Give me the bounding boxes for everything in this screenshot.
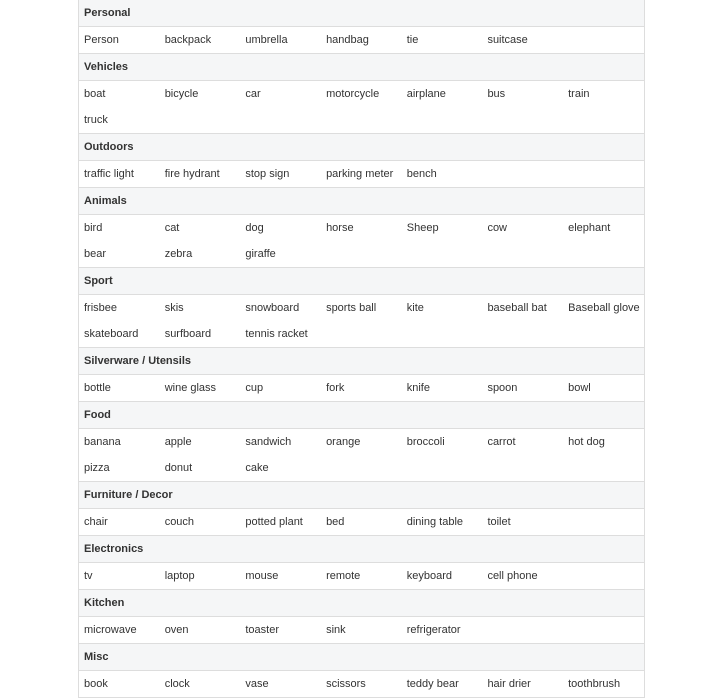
category-items (79, 294, 644, 347)
category-header: Animals (79, 187, 644, 214)
category-item: tie (406, 34, 419, 46)
category-item: elephant (568, 222, 611, 234)
category-item: suitcase (487, 34, 528, 46)
category-item: pizza (84, 462, 110, 474)
category-item: stop sign (245, 168, 290, 180)
category-item: frisbee (84, 302, 118, 314)
category-item: cell phone (487, 570, 538, 582)
category-items (79, 670, 644, 698)
category-item: toaster (245, 624, 280, 636)
category-item: motorcycle (326, 88, 380, 100)
category-item: banana (84, 436, 121, 448)
category-item: sports ball (326, 302, 377, 314)
category-item: toothbrush (568, 678, 621, 690)
category-item: bottle (84, 382, 111, 394)
category-item: bicycle (164, 88, 199, 100)
category-header: Vehicles (79, 53, 644, 80)
category-header: Sport (79, 267, 644, 294)
category-item: Person (84, 34, 119, 46)
category-header: Furniture / Decor (79, 481, 644, 508)
category-item: carrot (487, 436, 516, 448)
category-item: bird (84, 222, 103, 234)
category-item: couch (164, 516, 195, 528)
category-item: remote (326, 570, 361, 582)
category-item: hot dog (568, 436, 605, 448)
category-item: book (84, 678, 108, 690)
category-items (79, 80, 644, 133)
category-item: kite (406, 302, 424, 314)
category-item: orange (326, 436, 361, 448)
category-item: parking meter (326, 168, 394, 180)
category-item: bowl (568, 382, 591, 394)
category-item: spoon (487, 382, 518, 394)
category-item: refrigerator (406, 624, 461, 636)
category-item: horse (326, 222, 354, 234)
category-item: clock (164, 678, 190, 690)
category-item: sink (326, 624, 346, 636)
category-item: tennis racket (245, 328, 308, 340)
category-item: surfboard (164, 328, 212, 340)
category-item: chair (84, 516, 108, 528)
category-items (79, 160, 644, 187)
category-item: mouse (245, 570, 279, 582)
category-item: Sheep (406, 222, 439, 234)
category-item: snowboard (245, 302, 300, 314)
category-item: train (568, 88, 590, 100)
category-item: dog (245, 222, 264, 234)
category-item: sandwich (245, 436, 292, 448)
category-header: Silverware / Utensils (79, 347, 644, 374)
category-items (79, 214, 644, 267)
category-items (79, 508, 644, 535)
category-item: bench (406, 168, 437, 180)
category-item: knife (406, 382, 430, 394)
category-header: Kitchen (79, 589, 644, 616)
category-item: cat (164, 222, 180, 234)
category-item: oven (164, 624, 189, 636)
category-item: cup (245, 382, 264, 394)
category-header: Electronics (79, 535, 644, 562)
category-item: apple (164, 436, 192, 448)
category-item: traffic light (84, 168, 134, 180)
category-item: airplane (406, 88, 446, 100)
category-item: bus (487, 88, 506, 100)
category-items (79, 374, 644, 401)
category-items (79, 616, 644, 643)
category-item: umbrella (245, 34, 288, 46)
category-item: tv (84, 570, 93, 582)
category-item: handbag (326, 34, 369, 46)
category-item: car (245, 88, 261, 100)
category-header: Misc (79, 643, 644, 670)
category-item: giraffe (245, 248, 276, 260)
category-item: boat (84, 88, 106, 100)
category-header: Personal (79, 0, 644, 26)
category-header: Outdoors (79, 133, 644, 160)
category-item: keyboard (406, 570, 453, 582)
category-item: scissors (326, 678, 366, 690)
category-item: cow (487, 222, 507, 234)
category-item: laptop (164, 570, 195, 582)
category-item: wine glass (164, 382, 217, 394)
category-item: truck (84, 114, 108, 126)
category-item: bear (84, 248, 107, 260)
category-item: hair drier (487, 678, 531, 690)
category-item: teddy bear (406, 678, 459, 690)
category-items (79, 26, 644, 53)
category-item: cake (245, 462, 269, 474)
category-items (79, 428, 644, 481)
category-item: skis (164, 302, 184, 314)
category-item: dining table (406, 516, 464, 528)
category-item: vase (245, 678, 269, 690)
category-header: Food (79, 401, 644, 428)
category-item: toilet (487, 516, 511, 528)
category-item: broccoli (406, 436, 445, 448)
category-item: fork (326, 382, 345, 394)
category-table (78, 0, 645, 698)
category-item: potted plant (245, 516, 303, 528)
category-item: backpack (164, 34, 212, 46)
category-item: zebra (164, 248, 193, 260)
category-item: Baseball glove (568, 302, 640, 314)
category-item: microwave (84, 624, 137, 636)
category-items (79, 562, 644, 589)
category-item: bed (326, 516, 345, 528)
category-item: baseball bat (487, 302, 547, 314)
category-item: fire hydrant (164, 168, 220, 180)
category-item: donut (164, 462, 193, 474)
category-item: skateboard (84, 328, 139, 340)
